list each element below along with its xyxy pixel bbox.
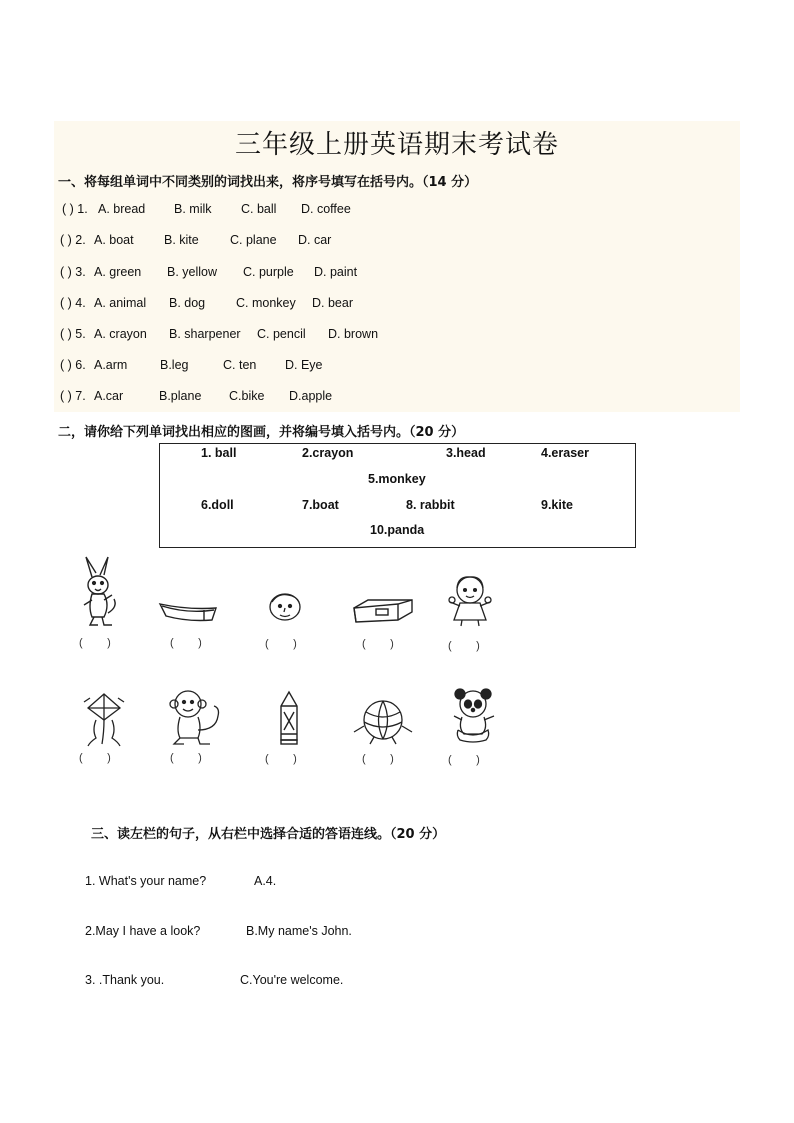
answer-paren[interactable]: ( ) (170, 752, 202, 764)
option-d: D. bear (312, 296, 353, 310)
option-a: A. boat (94, 233, 134, 247)
option-c: C.bike (229, 389, 265, 403)
answer-paren[interactable]: ( ) (170, 637, 202, 649)
answer-paren[interactable]: ( ) (79, 637, 111, 649)
q-num: ( ) 7. (60, 389, 86, 403)
option-b: B. yellow (167, 265, 218, 279)
answer-paren[interactable]: ( ) (448, 754, 480, 766)
word-bank-item: 2.crayon (302, 446, 354, 460)
option-b: B. sharpener (169, 327, 241, 341)
option-c: C. monkey (236, 296, 296, 310)
option-b: B. dog (169, 296, 206, 310)
monkey-picture (166, 686, 226, 748)
match-right-item: C.You're welcome. (240, 973, 344, 987)
eraser-picture (352, 596, 414, 626)
q-num: ( ) 1. (62, 202, 88, 216)
word-bank-item: 7.boat (302, 498, 339, 512)
page-title: 三年级上册英语期末考试卷 (234, 130, 559, 160)
rabbit-picture (78, 555, 128, 630)
option-a: A. green (94, 265, 142, 279)
option-b: B. kite (164, 233, 199, 247)
ball-picture (352, 696, 414, 746)
word-bank-item: 10.panda (370, 523, 425, 537)
q-num: ( ) 3. (60, 265, 86, 279)
option-d: D. brown (328, 327, 379, 341)
match-left-item: 2.May I have a look? (85, 924, 201, 938)
answer-paren[interactable]: ( ) (265, 753, 297, 765)
option-c: C. pencil (257, 327, 306, 341)
word-bank-item: 5.monkey (368, 472, 426, 486)
option-c: C. ball (241, 202, 277, 216)
word-bank-item: 8. rabbit (406, 498, 455, 512)
option-a: A. animal (94, 296, 147, 310)
match-right-item: B.My name's John. (246, 924, 352, 938)
answer-paren[interactable]: ( ) (448, 640, 480, 652)
option-a: A.arm (94, 358, 128, 372)
word-bank-item: 3.head (446, 446, 486, 460)
answer-paren[interactable]: ( ) (362, 753, 394, 765)
match-right-item: A.4. (254, 874, 277, 888)
section2-heading: 二，请你给下列单词找出相应的图画，并将编号填入括号内。（20 分） (58, 425, 465, 440)
word-bank-item: 6.doll (201, 498, 234, 512)
option-d: D. paint (314, 265, 358, 279)
option-d: D.apple (289, 389, 333, 403)
q-num: ( ) 4. (60, 296, 86, 310)
answer-paren[interactable]: ( ) (362, 638, 394, 650)
option-c: C. purple (243, 265, 294, 279)
option-b: B.plane (159, 389, 202, 403)
crayon-picture (276, 690, 302, 746)
q-num: ( ) 5. (60, 327, 86, 341)
word-bank-item: 4.eraser (541, 446, 589, 460)
option-a: A.car (94, 389, 124, 403)
match-left-item: 1. What's your name? (85, 874, 207, 888)
q-num: ( ) 2. (60, 233, 86, 247)
option-a: A. crayon (94, 327, 147, 341)
section-highlight (54, 121, 740, 412)
boat-picture (158, 598, 218, 624)
option-d: D. coffee (301, 202, 351, 216)
option-c: C. plane (230, 233, 277, 247)
panda-picture (450, 686, 500, 746)
kite-picture (78, 690, 130, 748)
option-b: B.leg (160, 358, 189, 372)
doll-picture (444, 572, 496, 628)
option-c: C. ten (223, 358, 257, 372)
head-picture (266, 590, 304, 624)
word-bank-box (159, 443, 636, 548)
option-d: D. Eye (285, 358, 323, 372)
word-bank-item: 9.kite (541, 498, 573, 512)
section3-heading: 三、读左栏的句子，从右栏中选择合适的答语连线。（20 分） (91, 827, 446, 842)
match-left-item: 3. .Thank you. (85, 973, 165, 987)
word-bank-item: 1. ball (201, 446, 237, 460)
answer-paren[interactable]: ( ) (79, 752, 111, 764)
option-d: D. car (298, 233, 332, 247)
section1-heading: 一、将每组单词中不同类别的词找出来，将序号填写在括号内。（14 分） (58, 175, 478, 190)
q-num: ( ) 6. (60, 358, 86, 372)
option-a: A. bread (98, 202, 146, 216)
answer-paren[interactable]: ( ) (265, 638, 297, 650)
option-b: B. milk (174, 202, 212, 216)
